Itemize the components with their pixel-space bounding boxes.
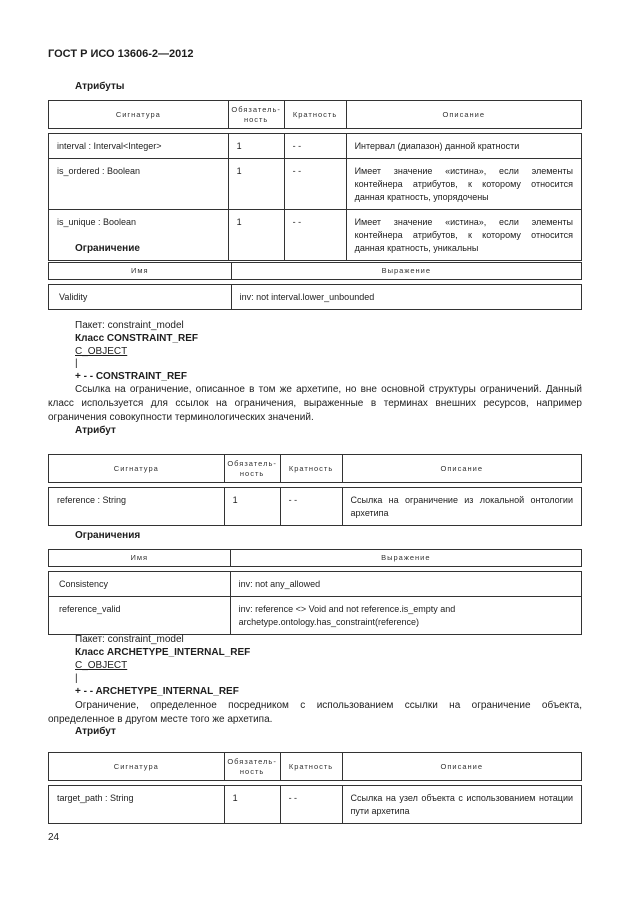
- cell-expression: inv: reference <> Void and not reference.is_empty and archetype.ontology.has_constraint(reference): [230, 597, 581, 635]
- col-description: Описание: [346, 101, 581, 129]
- col-multiplicity: Кратность: [284, 101, 346, 129]
- table-row: [49, 285, 582, 310]
- attribute-table: [48, 454, 582, 526]
- table-header-row: [49, 550, 582, 567]
- table-header-row: [49, 263, 582, 280]
- col-signature: Сигнатура: [49, 455, 225, 483]
- cell-description: Ссылка на ограничение из локальной онтологии архетипа: [342, 488, 581, 526]
- col-name: Имя: [49, 263, 232, 280]
- cell-description: Ссылка на узел объекта с использованием нотации пути архетипа: [342, 786, 582, 824]
- inheritance-bar: |: [75, 673, 78, 684]
- table-header-row: [49, 753, 582, 781]
- cell-expression: inv: not interval.lower_unbounded: [231, 285, 581, 310]
- table-row: [49, 597, 582, 635]
- table-row: [49, 134, 582, 159]
- class-name: Класс CONSTRAINT_REF: [75, 333, 199, 344]
- package-line: Пакет: constraint_model: [75, 320, 184, 331]
- section-title-attribute: Атрибут: [75, 726, 116, 737]
- table-header-row: [49, 101, 582, 129]
- section-title-constraint: Ограничение: [75, 243, 140, 254]
- col-required: Обязатель-ность: [228, 101, 284, 129]
- cell-signature: target_path : String: [49, 786, 225, 824]
- cell-multiplicity: - -: [284, 134, 346, 159]
- class-name: Класс ARCHETYPE_INTERNAL_REF: [75, 647, 251, 658]
- cell-multiplicity: - -: [284, 210, 346, 261]
- col-expression: Выражение: [230, 550, 581, 567]
- section-title-attribute: Атрибут: [75, 425, 116, 436]
- class-description: Ссылка на ограничение, описанное в том же архетипе, но вне основной структуры ограничений. Данный класс используется для ссылок на ограничения, выраженные в терминах внешних ресурсов, например ограничения совокупности терминологических значений.: [48, 384, 582, 423]
- cell-signature: reference : String: [49, 488, 225, 526]
- cell-expression: inv: not any_allowed: [230, 572, 581, 597]
- table-header-row: [49, 455, 582, 483]
- col-signature: Сигнатура: [49, 753, 225, 781]
- inheritance-bar: |: [75, 358, 78, 369]
- section-title-attributes: Атрибуты: [75, 81, 125, 92]
- col-name: Имя: [49, 550, 231, 567]
- col-description: Описание: [342, 455, 581, 483]
- package-line: Пакет: constraint_model: [75, 634, 184, 645]
- col-multiplicity: Кратность: [280, 753, 342, 781]
- cell-name: reference_valid: [49, 597, 231, 635]
- col-signature: Сигнатура: [49, 101, 229, 129]
- table-row: [49, 786, 582, 824]
- cell-required: 1: [228, 134, 284, 159]
- cell-signature: is_unique : Boolean: [49, 210, 229, 261]
- constraint-table: [48, 262, 582, 310]
- inheritance-line: + - - ARCHETYPE_INTERNAL_REF: [75, 686, 239, 697]
- cell-required: 1: [228, 210, 284, 261]
- cell-signature: interval : Interval<Integer>: [49, 134, 229, 159]
- table-row: [49, 488, 582, 526]
- class-description: Ограничение, определенное посредником с использованием ссылки на ограничение объекта, определенное в другом месте того же архетипа.: [48, 700, 582, 725]
- table-row: [49, 572, 582, 597]
- cell-required: 1: [228, 159, 284, 210]
- col-required: Обязатель-ность: [224, 753, 280, 781]
- cell-required: 1: [224, 488, 280, 526]
- constraints-table: [48, 549, 582, 635]
- document-header: ГОСТ Р ИСО 13606-2—2012: [48, 48, 194, 60]
- cell-name: Validity: [49, 285, 232, 310]
- section-title-constraints: Ограничения: [75, 530, 141, 541]
- col-multiplicity: Кратность: [280, 455, 342, 483]
- table-row: [49, 159, 582, 210]
- col-description: Описание: [342, 753, 582, 781]
- cell-multiplicity: - -: [280, 786, 342, 824]
- parent-class: C_OBJECT: [75, 346, 128, 357]
- cell-description: Имеет значение «истина», если элементы контейнера атрибутов, к которому относится данная кратность, уникальны: [346, 210, 581, 261]
- cell-description: Интервал (диапазон) данной кратности: [346, 134, 581, 159]
- inheritance-line: + - - CONSTRAINT_REF: [75, 371, 187, 382]
- col-expression: Выражение: [231, 263, 581, 280]
- cell-name: Consistency: [49, 572, 231, 597]
- parent-class: C_OBJECT: [75, 660, 128, 671]
- page-number: 24: [48, 832, 60, 843]
- col-required: Обязатель-ность: [224, 455, 280, 483]
- attributes-table: [48, 100, 582, 261]
- cell-multiplicity: - -: [280, 488, 342, 526]
- cell-multiplicity: - -: [284, 159, 346, 210]
- cell-required: 1: [224, 786, 280, 824]
- attribute-table: [48, 752, 582, 824]
- cell-description: Имеет значение «истина», если элементы контейнера атрибутов, к которому относится данная кратность, упорядочены: [346, 159, 581, 210]
- cell-signature: is_ordered : Boolean: [49, 159, 229, 210]
